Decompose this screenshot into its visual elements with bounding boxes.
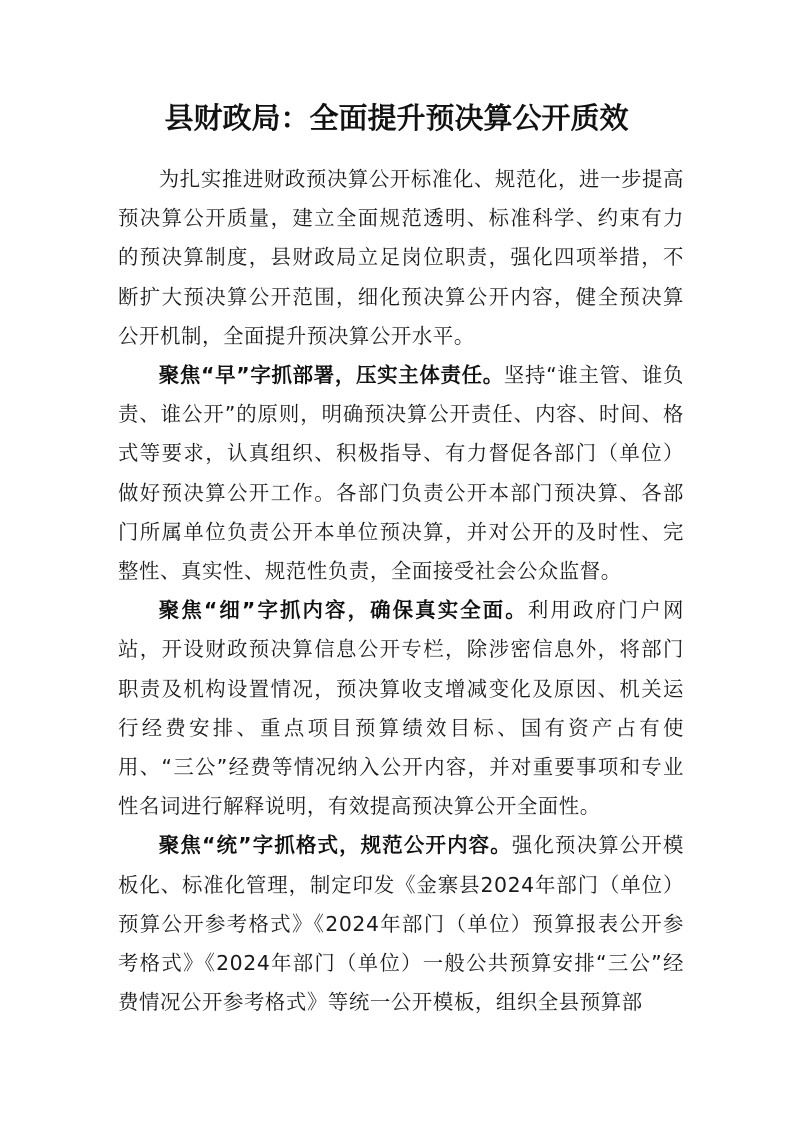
paragraph-format	[118, 826, 684, 1022]
paragraph-lead: 聚焦“细”字抓内容，确保真实全面。	[158, 598, 528, 623]
paragraph-text: 坚持“谁主管、谁负责、谁公开”的原则，明确预决算公开责任、内容、时间、格式等要求，认真组织、积极指导、有力督促各部门（单位）做好预决算公开工作。各部门负责公开本部门预决算、各部门所属单位负责公开本单位预决算，并对公开的及时性、完整性、真实性、规范性负责，全面接受社会公众监督。	[118, 363, 684, 584]
paragraph-text: 强化预决算公开模板化、标准化管理，制定印发《金寨县2024年部门（单位）预算公开参考格式》《2024年部门（单位）预算报表公开参考格式》《2024年部门（单位）一般公共预算安排“三公”经费情况公开参考格式》等统一公开模板，组织全县预算部	[118, 833, 684, 1015]
paragraph-intro	[118, 160, 684, 356]
paragraph-text: 为扎实推进财政预决算公开标准化、规范化，进一步提高预决算公开质量，建立全面规范透明、标准科学、约束有力的预决算制度，县财政局立足岗位职责，强化四项举措，不断扩大预决算公开范围，细化预决算公开内容，健全预决算公开机制，全面提升预决算公开水平。	[118, 167, 684, 348]
page-title: 县财政局：全面提升预决算公开质效	[164, 101, 629, 135]
paragraph-text: 利用政府门户网站，开设财政预决算信息公开专栏，除涉密信息外，将部门职责及机构设置情况，预决算收支增减变化及原因、机关运行经费安排、重点项目预算绩效目标、国有资产占有使用、“三公”经费等情况纳入公开内容，并对重要事项和专业性名词进行解释说明，有效提高预决算公开全面性。	[118, 598, 684, 819]
document-body	[118, 160, 684, 1022]
paragraph-deployment	[118, 356, 684, 591]
paragraph-content	[118, 591, 684, 826]
paragraph-lead: 聚焦“统”字抓格式，规范公开内容。	[158, 833, 512, 858]
paragraph-lead: 聚焦“早”字抓部署，压实主体责任。	[158, 363, 504, 388]
